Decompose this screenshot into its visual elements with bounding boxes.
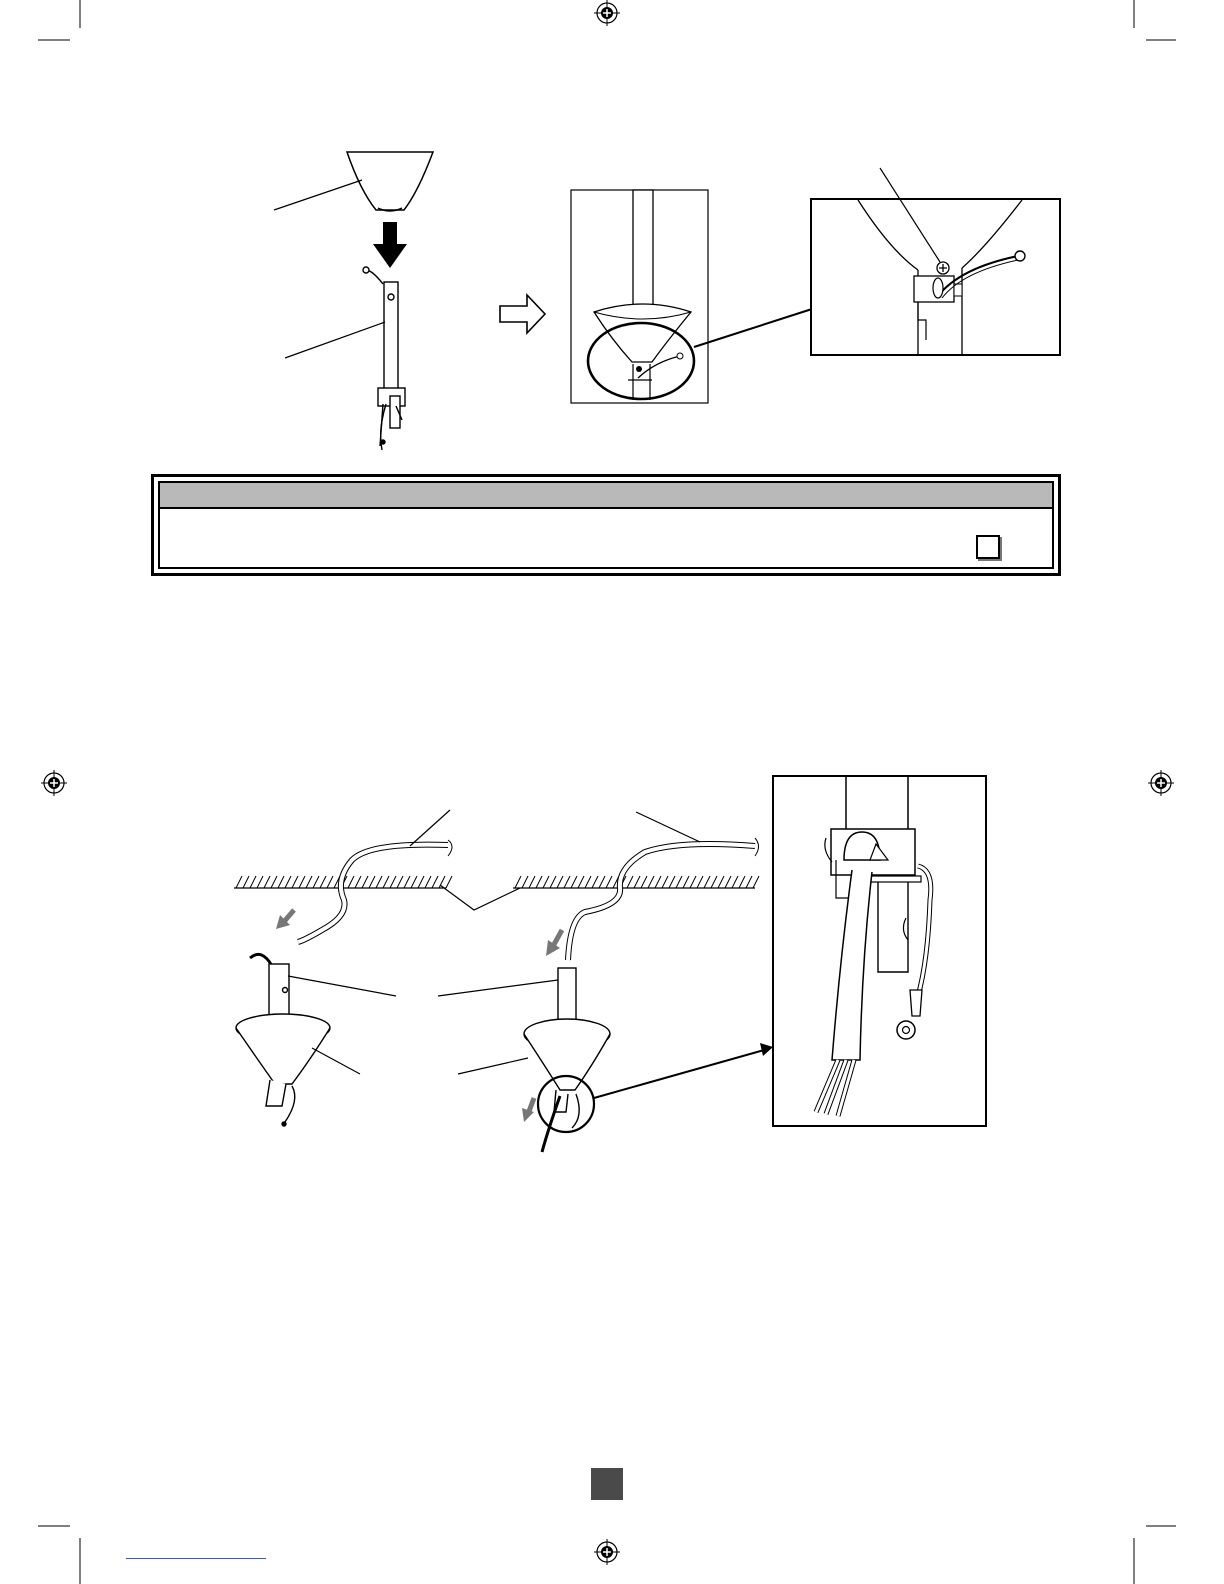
hatch-mark [383,876,389,888]
hatch-mark [425,876,431,888]
hatch-mark [390,876,396,888]
rod-canopy-right [524,968,610,1152]
rod-leader-line [285,322,385,358]
supply-cable-right [568,838,759,960]
hatch-mark [634,876,640,888]
hatch-mark [592,876,598,888]
grey-arrow-icon [546,930,562,956]
hatch-mark [690,876,696,888]
hatch-mark [236,876,242,888]
hatch-mark [606,876,612,888]
canopy-drawing [347,152,433,211]
arrow-down-icon [373,222,407,268]
hatch-mark [641,876,647,888]
hatch-mark [725,876,731,888]
hatch-mark [683,876,689,888]
registration-mark-icon [594,1539,620,1565]
hatch-mark [376,876,382,888]
hatch-mark [529,876,535,888]
hatch-mark [327,876,333,888]
cable-leader-line-left [410,810,450,846]
registration-mark-icon [1148,770,1174,796]
hatch-mark [292,876,298,888]
hatch-mark [627,876,633,888]
note-box [151,474,1061,576]
detail-pointer-line [694,309,812,347]
hatch-mark [278,876,284,888]
hatch-mark [320,876,326,888]
canopy-leader-line-left [312,1048,360,1074]
hatch-mark [564,876,570,888]
hatch-mark [718,876,724,888]
note-inner [158,481,1054,569]
hatch-mark [313,876,319,888]
hatch-mark [711,876,717,888]
rod-leader-line-left [288,976,396,996]
hatch-mark [571,876,577,888]
canopy-leader-line [274,180,362,210]
hatch-mark [732,876,738,888]
hatch-mark [648,876,654,888]
hatch-mark [362,876,368,888]
hatch-mark [746,876,752,888]
hatch-mark [404,876,410,888]
grey-arrow-icon [522,1098,534,1122]
hatch-mark [515,876,521,888]
hatch-mark [355,876,361,888]
page-number-box [591,1468,623,1500]
ceiling-leader-line [440,885,520,910]
hatch-mark [753,876,759,888]
hatch-mark [522,876,528,888]
arrow-right-outline-icon [500,295,545,333]
hatch-mark [739,876,745,888]
hatch-mark [655,876,661,888]
hatch-mark [299,876,305,888]
hatch-mark [271,876,277,888]
grey-arrow-icon [276,910,294,929]
hatch-mark [397,876,403,888]
hatch-mark [669,876,675,888]
cable-leader-line-right [636,812,700,842]
hatch-mark [704,876,710,888]
footer-link[interactable] [126,1556,266,1559]
hatch-mark [264,876,270,888]
hatch-mark [662,876,668,888]
hatch-mark [585,876,591,888]
hatch-mark [536,876,542,888]
hatch-mark [432,876,438,888]
ceiling-hatch-marks [236,876,759,888]
hatch-mark [697,876,703,888]
hatch-mark [543,876,549,888]
hatch-mark [446,876,452,888]
canopy-leader-line-right [458,1058,528,1074]
hatch-mark [306,876,312,888]
note-checkbox[interactable] [976,535,1000,559]
hatch-mark [676,876,682,888]
rod-leader-line-right [438,980,558,996]
hatch-mark [599,876,605,888]
ground-screw-detail-panel [811,199,1060,355]
hatch-mark [285,876,291,888]
hatch-mark [411,876,417,888]
hatch-mark [250,876,256,888]
assembled-view-panel [571,190,708,403]
hatch-mark [418,876,424,888]
hatch-mark [550,876,556,888]
hatch-mark [257,876,263,888]
supply-cable-left [298,840,452,942]
hatch-mark [348,876,354,888]
hatch-mark [243,876,249,888]
hatch-mark [578,876,584,888]
hatch-mark [369,876,375,888]
downrod-drawing [363,267,405,450]
note-header [160,483,1052,509]
registration-mark-icon [594,0,620,26]
hatch-mark [557,876,563,888]
registration-mark-icon [41,770,67,796]
detail-pointer-arrow [594,1043,773,1098]
rod-canopy-left [236,954,330,1126]
cable-exit-detail-panel [773,776,986,1126]
